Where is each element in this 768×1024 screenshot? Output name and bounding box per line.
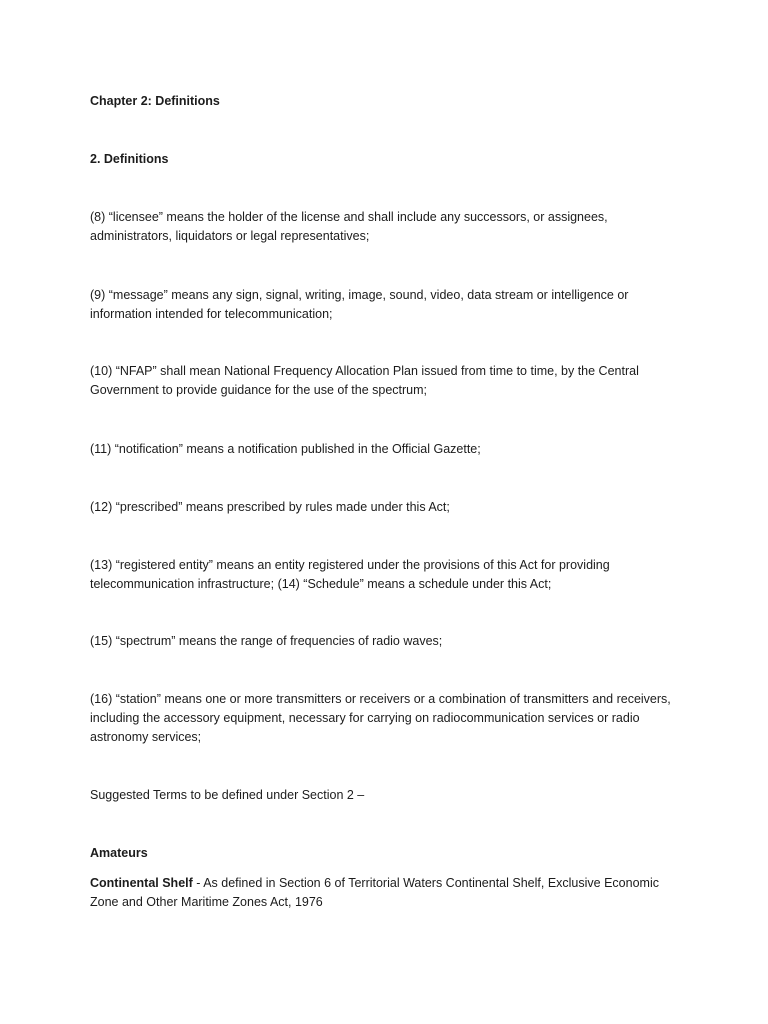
term-amateurs: Amateurs	[90, 846, 148, 860]
suggested-terms-intro: Suggested Terms to be defined under Section 2 –	[90, 788, 365, 802]
section-heading: 2. Definitions	[90, 152, 169, 166]
definition-12: (12) “prescribed” means prescribed by rules made under this Act;	[90, 500, 450, 514]
definition-16: (16) “station” means one or more transmitters or receivers or a combination of transmitters and receivers, including the accessory equipment, necessary for carrying on radiocommunication services or radio astronomy services;	[90, 692, 671, 744]
definition-11: (11) “notification” means a notification published in the Official Gazette;	[90, 442, 481, 456]
chapter-heading: Chapter 2: Definitions	[90, 94, 220, 108]
definition-10: (10) “NFAP” shall mean National Frequency Allocation Plan issued from time to time, by the Central Government to provide guidance for the use of the spectrum;	[90, 364, 639, 397]
definition-9: (9) “message” means any sign, signal, writing, image, sound, video, data stream or intelligence or information intended for telecommunication;	[90, 288, 629, 321]
definition-8: (8) “licensee” means the holder of the license and shall include any successors, or assignees, administrators, liquidators or legal representatives;	[90, 210, 608, 243]
term-continental-shelf-definition: - As defined in Section 6 of Territorial Waters Continental Shelf, Exclusive Economic Zone and Other Maritime Zones Act, 1976	[90, 876, 659, 909]
term-continental-shelf	[90, 874, 680, 912]
definition-15: (15) “spectrum” means the range of frequencies of radio waves;	[90, 634, 443, 648]
definition-13-14: (13) “registered entity” means an entity registered under the provisions of this Act for providing telecommunication infrastructure; (14) “Schedule” means a schedule under this Act;	[90, 558, 610, 591]
term-continental-shelf-name: Continental Shelf	[90, 876, 193, 890]
